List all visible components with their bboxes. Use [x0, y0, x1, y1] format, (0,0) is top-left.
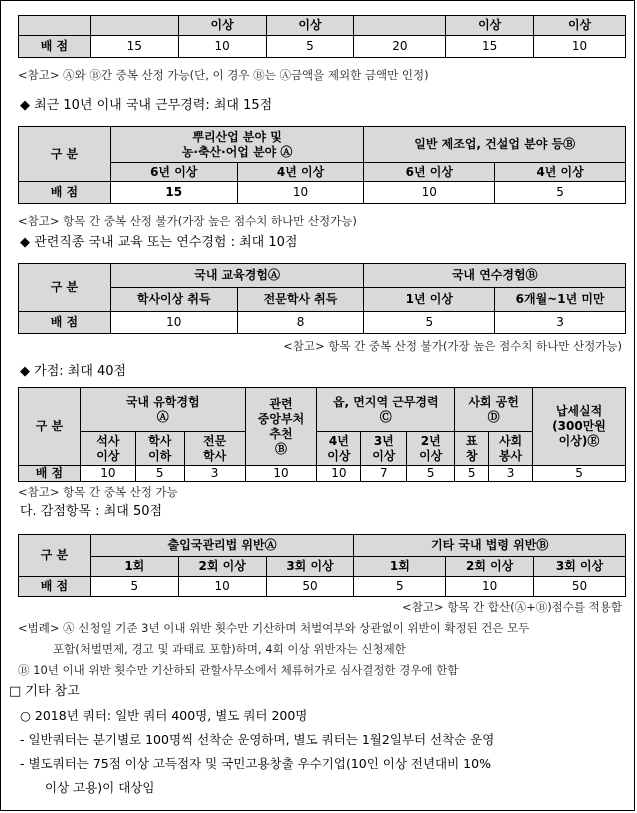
header-cell: 이상: [266, 16, 354, 36]
note: <참고> 항목 간 중복 산정 불가(가장 높은 점수치 하나만 산정가능): [283, 339, 622, 353]
header-cell: 1회: [90, 557, 178, 577]
score-cell: 20: [354, 36, 446, 58]
group-header: 국내 교육경험Ⓐ: [110, 264, 364, 288]
score-cell: 10: [237, 182, 364, 204]
header-cell: 이상: [534, 16, 626, 36]
body-line: - 일반쿼터는 분기별로 100명씩 선착순 운영하며, 별도 쿼터는 1월2일부터 선착순 운영: [20, 732, 495, 747]
row-label: 배 점: [19, 36, 91, 58]
body-line: 이상 고용)이 대상임: [45, 780, 155, 795]
header-cell: 1회: [354, 557, 446, 577]
score-cell: 5: [90, 577, 178, 597]
penalty-table: [18, 534, 626, 597]
header-cell: [19, 16, 91, 36]
header-cell: 1년 이상: [364, 288, 495, 312]
header-cell: 2회 이상: [178, 557, 266, 577]
header-cell: 3회 이상: [534, 557, 626, 577]
score-cell: 3: [184, 466, 245, 482]
section-heading: ◆ 가점: 최대 40점: [20, 364, 127, 379]
score-cell: 10: [364, 182, 495, 204]
note: <참고> 항목 간 중복 산정 가능: [18, 485, 178, 499]
header-cell: 학사이상 취득: [110, 288, 237, 312]
header-cell: [354, 16, 446, 36]
header-cell: 표 창: [455, 432, 489, 466]
score-cell: 10: [245, 466, 317, 482]
header-cell: 이상: [446, 16, 534, 36]
section-heading: 다. 감점항목 : 최대 50점: [20, 504, 163, 519]
score-cell: 10: [534, 36, 626, 58]
score-cell: 3: [489, 466, 533, 482]
header-cell: 4년 이상: [237, 163, 364, 182]
row-label: 배 점: [19, 182, 111, 204]
group-header: 읍, 면지역 근무경력 Ⓒ: [317, 388, 455, 432]
row-label: 배 점: [19, 312, 111, 334]
body-line: - 별도쿼터는 75점 이상 고득점자 및 국민고용창출 우수기업(10인 이상 전년대비 10%: [20, 756, 491, 771]
row-label: 배 점: [19, 577, 91, 597]
header-cell: 6년 이상: [110, 163, 237, 182]
score-cell: 15: [446, 36, 534, 58]
group-header: 기타 국내 법령 위반Ⓑ: [354, 535, 626, 557]
score-cell: 10: [80, 466, 135, 482]
header-cell: 3년 이상: [361, 432, 407, 466]
header-cell: [90, 16, 178, 36]
score-cell: 5: [135, 466, 184, 482]
group-header: 사회 공헌 Ⓓ: [455, 388, 533, 432]
row-header: 구 분: [19, 264, 111, 312]
score-cell: 5: [533, 466, 626, 482]
score-cell: 3: [495, 312, 626, 334]
score-cell: 5: [495, 182, 626, 204]
score-table-top: [18, 15, 626, 58]
row-header: 구 분: [19, 535, 91, 577]
bonus-table: [18, 387, 626, 482]
header-cell: 3회 이상: [266, 557, 354, 577]
group-header: 뿌리산업 분야 및 농·축산·어업 분야 Ⓐ: [110, 127, 364, 163]
header-cell: 사회 봉사: [489, 432, 533, 466]
score-cell: 10: [178, 577, 266, 597]
header-cell: 6개월~1년 미만: [495, 288, 626, 312]
note: <참고> 항목 간 중복 산정 불가(가장 높은 점수치 하나만 산정가능): [18, 214, 357, 228]
work-experience-table: [18, 126, 626, 204]
score-cell: 5: [266, 36, 354, 58]
header-cell: 4년 이상: [317, 432, 361, 466]
header-cell: 전문 학사: [184, 432, 245, 466]
legend-line: 포함(처벌면제, 경고 및 과태료 포함)하며, 4회 이상 위반자는 신청제한: [53, 642, 406, 656]
header-cell: 6년 이상: [364, 163, 495, 182]
header-cell: 석사 이상: [80, 432, 135, 466]
row-header: 구 분: [19, 127, 111, 182]
row-label: 배 점: [19, 466, 81, 482]
note: <참고> Ⓐ와 Ⓑ간 중복 산정 가능(단, 이 경우 Ⓑ는 Ⓐ금액을 제외한 금액만 인정): [18, 68, 429, 82]
score-cell: 15: [110, 182, 237, 204]
legend-line: Ⓑ 10년 이내 위반 횟수만 기산하되 관할사무소에서 체류허가로 심사결정한 경우에 한함: [18, 663, 459, 677]
score-cell: 10: [178, 36, 266, 58]
score-cell: 5: [364, 312, 495, 334]
score-cell: 15: [90, 36, 178, 58]
score-cell: 7: [361, 466, 407, 482]
header-cell: 이상: [178, 16, 266, 36]
score-cell: 10: [317, 466, 361, 482]
header-cell: 전문학사 취득: [237, 288, 364, 312]
score-cell: 10: [110, 312, 237, 334]
group-header: 관련 중앙부처 추천 Ⓑ: [245, 388, 317, 466]
legend-line: <범례> Ⓐ 신청일 기준 3년 이내 위반 횟수만 기산하며 처벌여부와 상관없이 위반이 확정된 건은 모두: [18, 621, 530, 635]
score-cell: 50: [266, 577, 354, 597]
score-cell: 50: [534, 577, 626, 597]
score-cell: 5: [407, 466, 455, 482]
row-header: 구 분: [19, 388, 81, 466]
header-cell: 2회 이상: [446, 557, 534, 577]
group-header: 일반 제조업, 건설업 분야 등Ⓑ: [364, 127, 626, 163]
score-cell: 5: [455, 466, 489, 482]
group-header: 국내 유학경험 Ⓐ: [80, 388, 245, 432]
score-cell: 8: [237, 312, 364, 334]
score-cell: 10: [446, 577, 534, 597]
header-cell: 학사 이하: [135, 432, 184, 466]
group-header: 납세실적 (300만원 이상)Ⓔ: [533, 388, 626, 466]
education-table: [18, 263, 626, 334]
header-cell: 4년 이상: [495, 163, 626, 182]
section-heading: ◆ 최근 10년 이내 국내 근무경력: 최대 15점: [20, 98, 273, 113]
header-cell: 2년 이상: [407, 432, 455, 466]
body-line: ○ 2018년 쿼터: 일반 쿼터 400명, 별도 쿼터 200명: [20, 708, 308, 723]
section-heading: ◆ 관련직종 국내 교육 또는 연수경험 : 최대 10점: [20, 235, 298, 250]
group-header: 출입국관리법 위반Ⓐ: [90, 535, 354, 557]
score-cell: 5: [354, 577, 446, 597]
note: <참고> 항목 간 합산(Ⓐ+Ⓑ)점수를 적용함: [402, 600, 622, 614]
section-heading: □ 기타 참고: [9, 684, 80, 699]
group-header: 국내 연수경험Ⓑ: [364, 264, 626, 288]
